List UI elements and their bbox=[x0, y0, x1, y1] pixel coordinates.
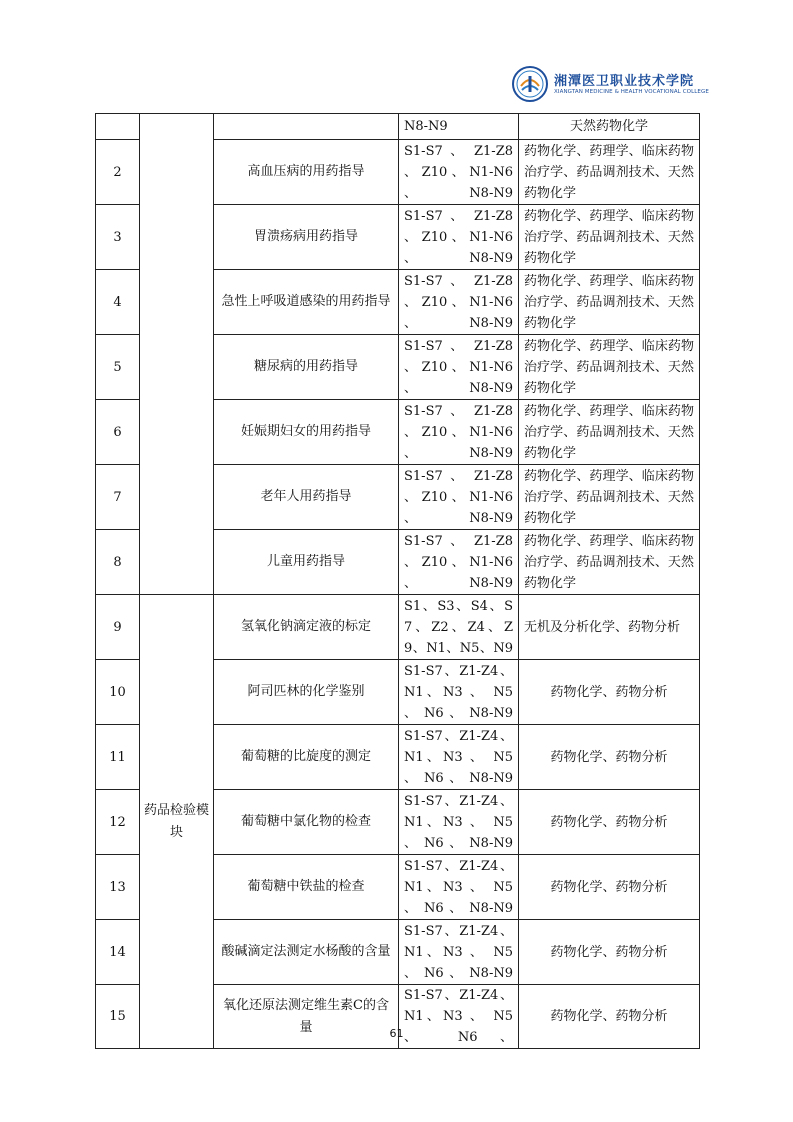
related-courses: 天然药物化学 bbox=[519, 114, 700, 140]
table-row bbox=[96, 595, 700, 660]
row-number: 7 bbox=[96, 465, 140, 530]
competency-codes: S1、S3、S4、S7、Z2、Z4、Z9、N1、N5、N9 bbox=[399, 595, 519, 660]
task-name: 急性上呼吸道感染的用药指导 bbox=[214, 270, 399, 335]
task-name: 氧化还原法测定维生素C的含量 bbox=[214, 985, 399, 1049]
related-courses: 药物化学、药物分析 bbox=[519, 920, 700, 985]
task-name bbox=[214, 114, 399, 140]
competency-codes: S1-S7、Z1-Z4、N1、N3 、 N5 、 N6 、 N8-N9 bbox=[399, 855, 519, 920]
row-number: 5 bbox=[96, 335, 140, 400]
related-courses: 药物化学、药理学、临床药物治疗学、药品调剂技术、天然药物化学 bbox=[519, 205, 700, 270]
related-courses: 药物化学、药理学、临床药物治疗学、药品调剂技术、天然药物化学 bbox=[519, 270, 700, 335]
competency-codes: N8-N9 bbox=[399, 114, 519, 140]
competency-codes: S1-S7 、 Z1-Z8 、 Z10 、 N1-N6 、 N8-N9 bbox=[399, 400, 519, 465]
row-number: 10 bbox=[96, 660, 140, 725]
school-name-en: XIANGTAN MEDICINE & HEALTH VOCATIONAL COLLEGE bbox=[554, 89, 709, 95]
task-name: 儿童用药指导 bbox=[214, 530, 399, 595]
task-name: 酸碱滴定法测定水杨酸的含量 bbox=[214, 920, 399, 985]
task-name: 高血压病的用药指导 bbox=[214, 140, 399, 205]
related-courses: 药物化学、药物分析 bbox=[519, 660, 700, 725]
row-number: 4 bbox=[96, 270, 140, 335]
row-number: 3 bbox=[96, 205, 140, 270]
task-name: 氢氧化钠滴定液的标定 bbox=[214, 595, 399, 660]
row-number: 9 bbox=[96, 595, 140, 660]
row-number: 2 bbox=[96, 140, 140, 205]
task-name: 老年人用药指导 bbox=[214, 465, 399, 530]
row-number: 15 bbox=[96, 985, 140, 1049]
school-logo-icon bbox=[512, 66, 548, 102]
page-header bbox=[508, 64, 708, 110]
task-name: 葡萄糖的比旋度的测定 bbox=[214, 725, 399, 790]
school-name-cn: 湘潭医卫职业技术学院 bbox=[554, 74, 695, 89]
competency-codes: S1-S7、Z1-Z4、N1、N3 、 N5 、 N6 、 N8-N9 bbox=[399, 725, 519, 790]
task-name: 葡萄糖中铁盐的检查 bbox=[214, 855, 399, 920]
related-courses: 药物化学、药物分析 bbox=[519, 985, 700, 1049]
competency-codes: S1-S7 、 Z1-Z8 、 Z10 、 N1-N6 、 N8-N9 bbox=[399, 465, 519, 530]
related-courses: 药物化学、药理学、临床药物治疗学、药品调剂技术、天然药物化学 bbox=[519, 465, 700, 530]
task-name: 胃溃疡病用药指导 bbox=[214, 205, 399, 270]
row-number: 6 bbox=[96, 400, 140, 465]
task-name: 糖尿病的用药指导 bbox=[214, 335, 399, 400]
related-courses: 药物化学、药理学、临床药物治疗学、药品调剂技术、天然药物化学 bbox=[519, 335, 700, 400]
related-courses: 药物化学、药物分析 bbox=[519, 855, 700, 920]
module-cell-1 bbox=[140, 114, 214, 595]
competency-codes: S1-S7、Z1-Z4、N1、N3 、 N5 、 N6 、 N8-N9 bbox=[399, 790, 519, 855]
competency-codes: S1-S7 、 Z1-Z8 、 Z10 、 N1-N6 、 N8-N9 bbox=[399, 335, 519, 400]
task-name: 妊娠期妇女的用药指导 bbox=[214, 400, 399, 465]
related-courses: 药物化学、药理学、临床药物治疗学、药品调剂技术、天然药物化学 bbox=[519, 400, 700, 465]
row-number: 14 bbox=[96, 920, 140, 985]
table-row bbox=[96, 114, 700, 140]
row-number: 13 bbox=[96, 855, 140, 920]
module-cell-2: 药品检验模块 bbox=[140, 595, 214, 1049]
related-courses: 药物化学、药物分析 bbox=[519, 725, 700, 790]
row-number: 8 bbox=[96, 530, 140, 595]
competency-codes: S1-S7 、 Z1-Z8 、 Z10 、 N1-N6 、 N8-N9 bbox=[399, 530, 519, 595]
task-name: 葡萄糖中氯化物的检查 bbox=[214, 790, 399, 855]
row-number: 11 bbox=[96, 725, 140, 790]
competency-codes: S1-S7 、 Z1-Z8 、 Z10 、 N1-N6 、 N8-N9 bbox=[399, 270, 519, 335]
competency-codes: S1-S7 、 Z1-Z8 、 Z10 、 N1-N6 、 N8-N9 bbox=[399, 140, 519, 205]
competency-codes: S1-S7、Z1-Z4、N1、N3 、 N5 、 N6 、 bbox=[399, 985, 519, 1049]
row-number: 12 bbox=[96, 790, 140, 855]
page-number: 61 bbox=[389, 1027, 404, 1040]
competency-codes: S1-S7、Z1-Z4、N1、N3 、 N5 、 N6 、 N8-N9 bbox=[399, 920, 519, 985]
row-number bbox=[96, 114, 140, 140]
related-courses: 无机及分析化学、药物分析 bbox=[519, 595, 700, 660]
course-table bbox=[95, 113, 700, 1049]
related-courses: 药物化学、药理学、临床药物治疗学、药品调剂技术、天然药物化学 bbox=[519, 530, 700, 595]
related-courses: 药物化学、药理学、临床药物治疗学、药品调剂技术、天然药物化学 bbox=[519, 140, 700, 205]
competency-codes: S1-S7 、 Z1-Z8 、 Z10 、 N1-N6 、 N8-N9 bbox=[399, 205, 519, 270]
task-name: 阿司匹林的化学鉴别 bbox=[214, 660, 399, 725]
related-courses: 药物化学、药物分析 bbox=[519, 790, 700, 855]
competency-codes: S1-S7、Z1-Z4、N1、N3 、 N5 、 N6 、 N8-N9 bbox=[399, 660, 519, 725]
